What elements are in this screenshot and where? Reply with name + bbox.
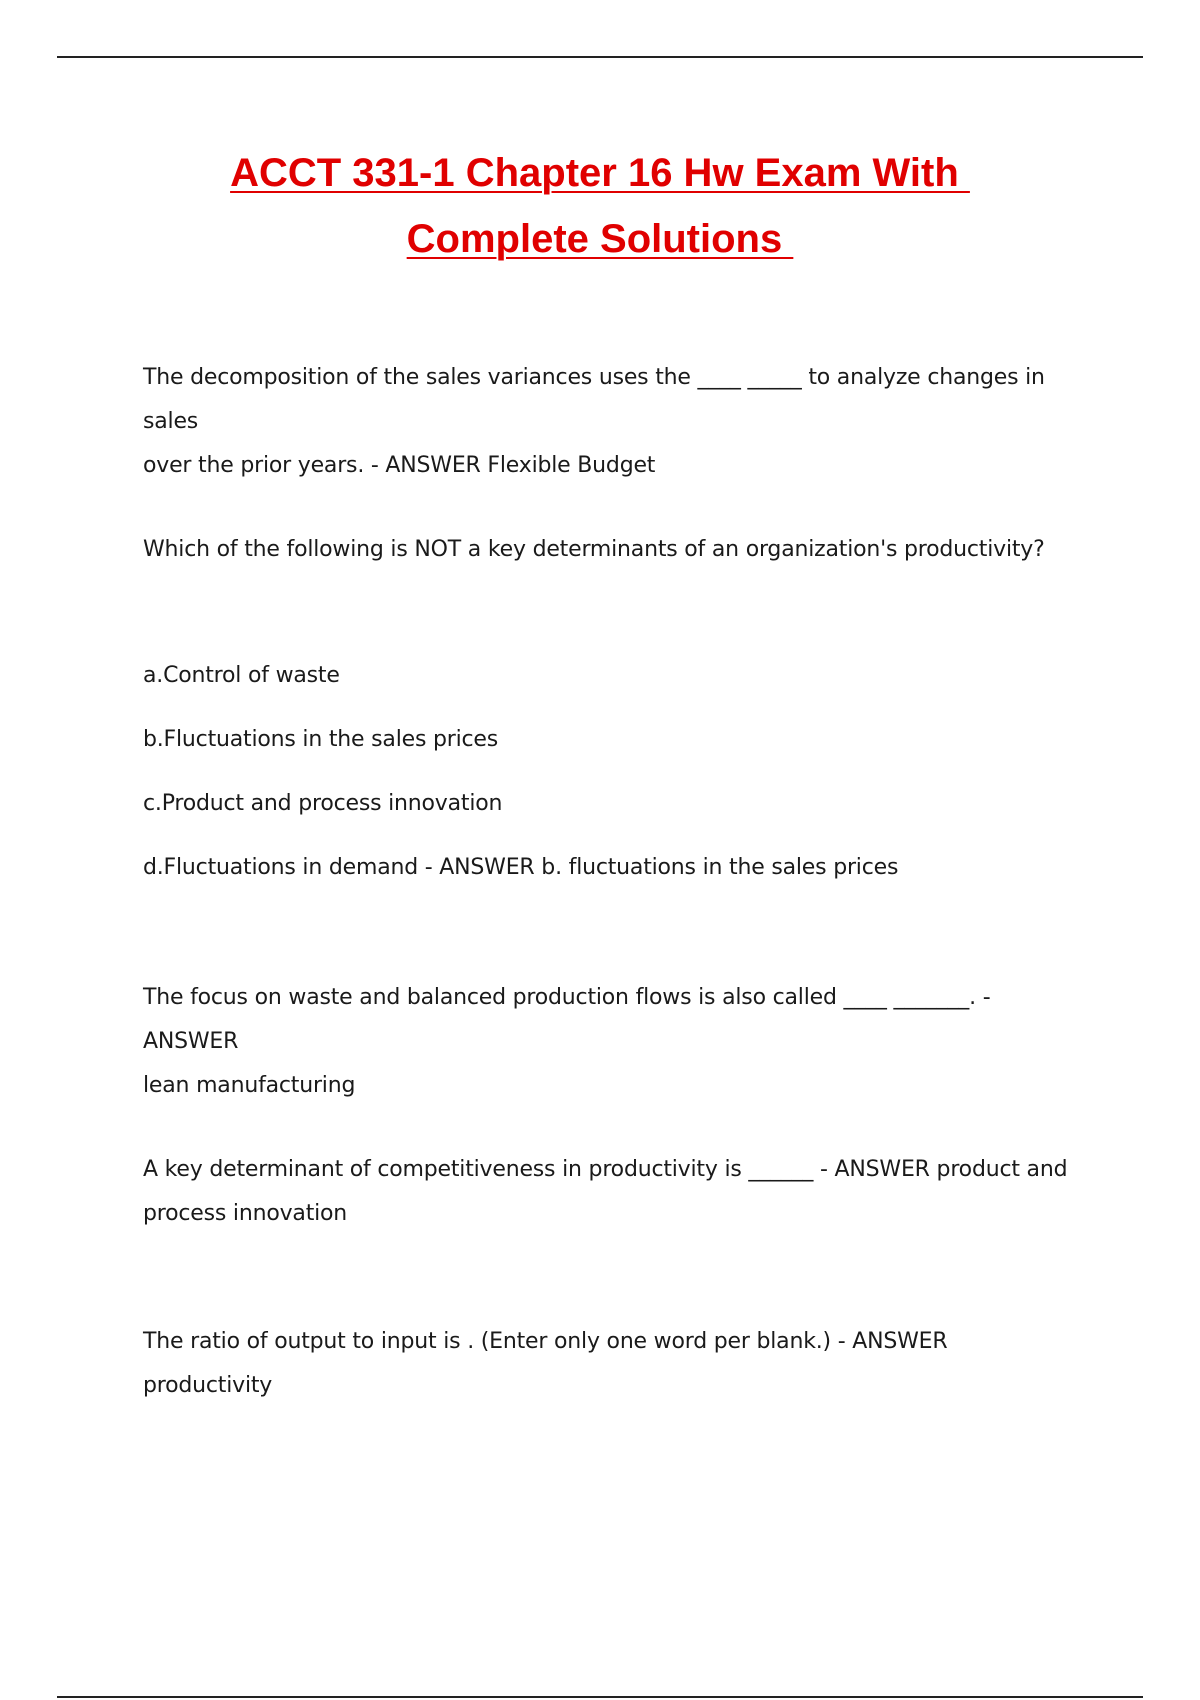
option-c: c.Product and process innovation [143,791,503,816]
question-1 [143,356,1083,488]
document-title [0,140,1200,272]
question-3-line-2: lean manufacturing [143,1073,356,1098]
question-3 [143,976,1083,1108]
question-4-line-1: A key determinant of competitiveness in productivity is ______ - ANSWER product and [143,1157,1068,1182]
option-b: b.Fluctuations in the sales prices [143,727,499,752]
option-a: a.Control of waste [143,663,340,688]
question-1-line-2: over the prior years. - ANSWER Flexible Budget [143,453,656,478]
question-2-line-1: Which of the following is NOT a key determinants of an organization's productivity? [143,537,1045,562]
question-2-options [143,654,1083,910]
title-line-2: Complete Solutions [406,217,794,261]
question-4-line-2: process innovation [143,1201,348,1226]
question-3-line-1: The focus on waste and balanced production flows is also called ____ _______. - ANSWER [143,985,991,1054]
question-1-line-1: The decomposition of the sales variances uses the ____ _____ to analyze changes in sales [143,365,1045,434]
question-4 [143,1148,1083,1236]
footer-rule [57,1696,1143,1698]
question-5-line-1: The ratio of output to input is . (Enter only one word per blank.) - ANSWER productivity [143,1329,948,1398]
title-line-1: ACCT 331-1 Chapter 16 Hw Exam With [230,151,970,195]
option-d: d.Fluctuations in demand - ANSWER b. fluctuations in the sales prices [143,855,899,880]
question-2 [143,528,1083,572]
question-5 [143,1320,1083,1408]
header-rule [57,56,1143,58]
